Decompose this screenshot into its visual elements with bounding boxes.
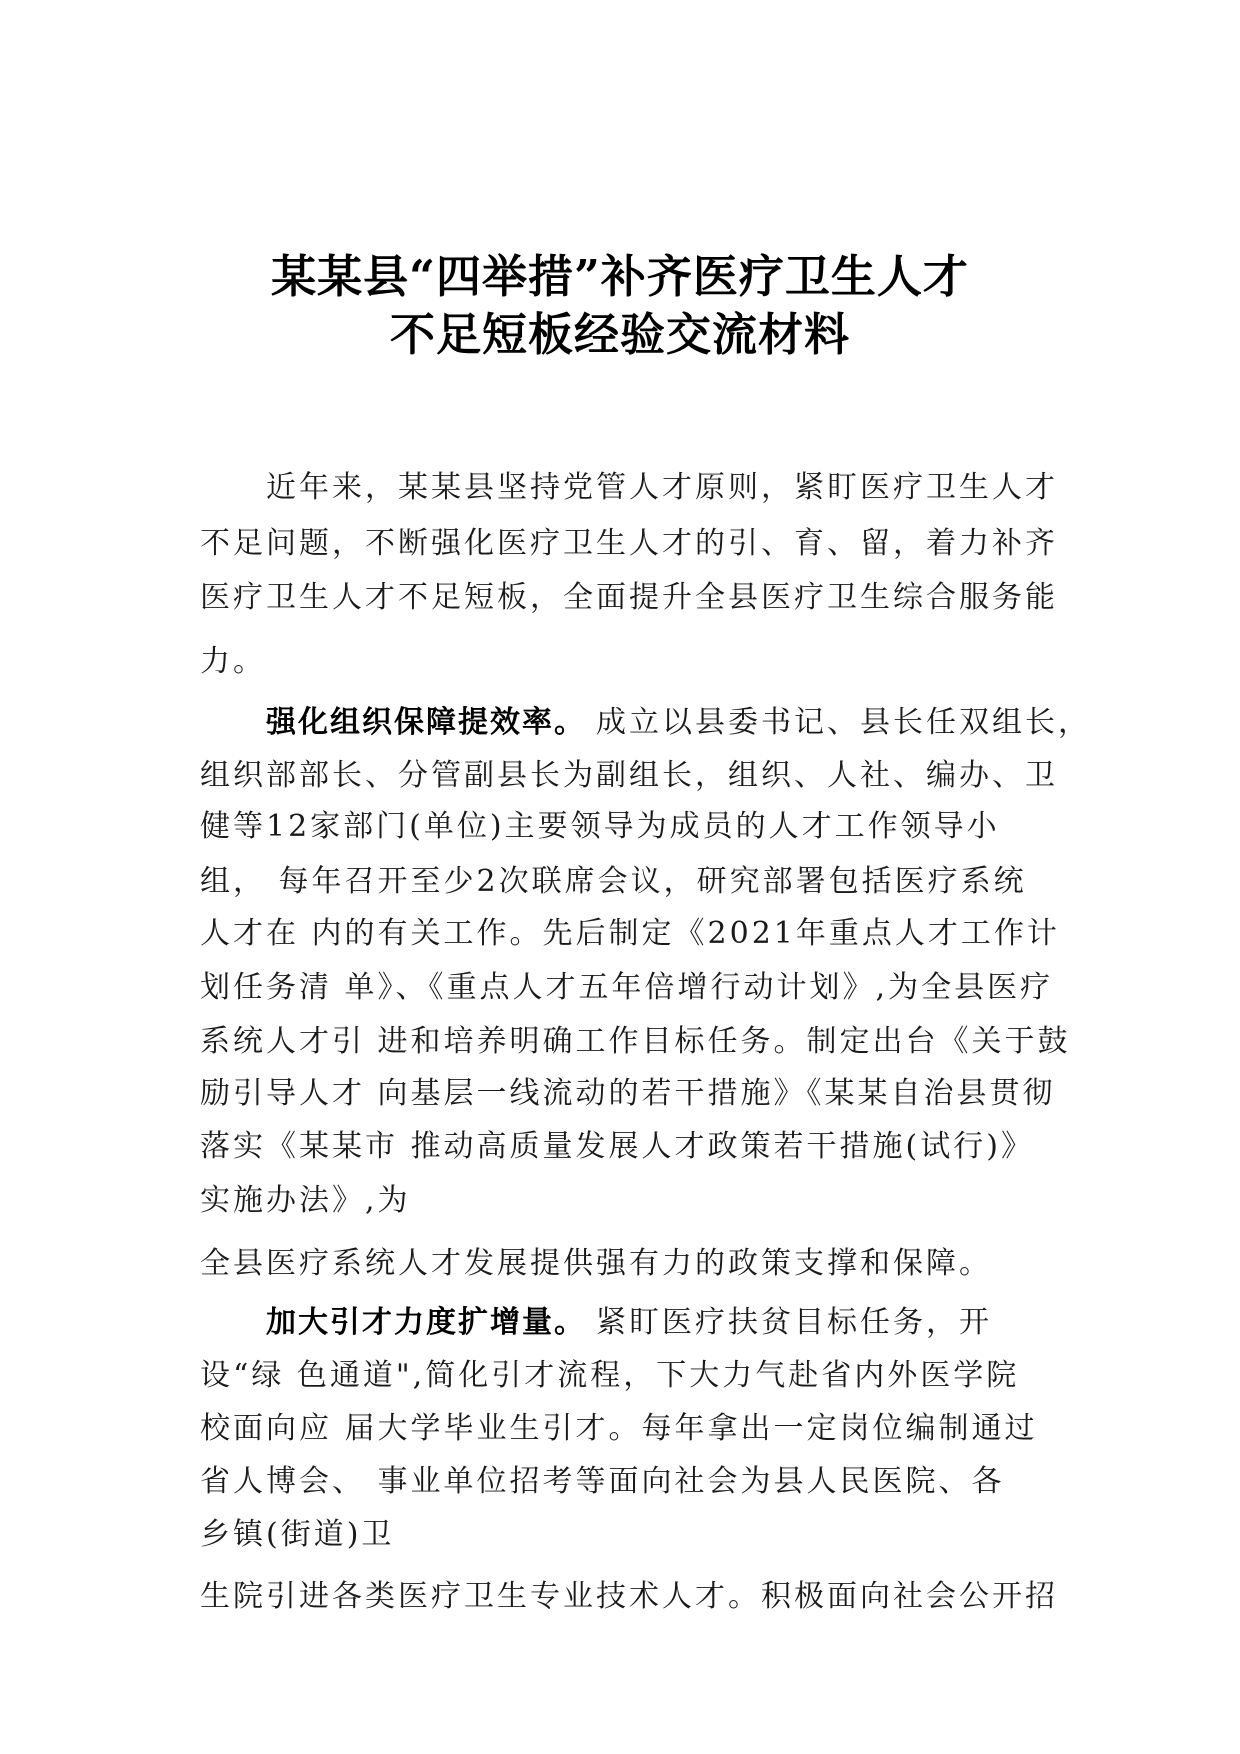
body-line: 成立以县委书记、县长任双组长， (596, 705, 1091, 740)
body-line: 力。 (200, 644, 266, 679)
body-line: 划任务清 单》、《重点人才五年倍增行动计划》,为全县医疗 (200, 970, 1054, 1005)
body-line: 医疗卫生人才不足短板，全面提升全县医疗卫生综合服务能 (200, 580, 1058, 615)
body-line: 近年来，某某县坚持党管人才原则，紧盯医疗卫生人才 (266, 470, 1058, 505)
body-line: 乡镇(街道)卫 (200, 1517, 395, 1552)
body-line: 紧盯医疗扶贫目标任务，开 (596, 1305, 992, 1340)
body-line: 全县医疗系统人才发展提供强有力的政策支撑和保障。 (200, 1246, 992, 1281)
section-heading: 强化组织保障提效率。 (266, 705, 586, 740)
body-line: 校面向应 届大学毕业生引才。每年拿出一定岗位编制通过 (200, 1411, 1038, 1446)
body-line: 不足问题，不断强化医疗卫生人才的引、育、留，着力补齐 (200, 526, 1058, 561)
body-line: 省人博会、 事业单位招考等面向社会为县人民医院、各 (200, 1464, 1005, 1499)
document-title-line-1: 某某县“四举措”补齐医疗卫生人才 (271, 250, 969, 303)
body-line: 设“绿 色通道",简化引才流程，下大力气赴省内外医学院 (200, 1358, 1020, 1393)
document-title-line-2: 不足短板经验交流材料 (389, 308, 850, 361)
section-heading: 加大引才力度扩增量。 (266, 1305, 586, 1340)
body-line: 生院引进各类医疗卫生专业技术人才。积极面向社会公开招 (200, 1579, 1058, 1614)
body-line: 组， 每年召开至少2次联席会议，研究部署包括医疗系统 (200, 864, 1027, 899)
body-line: 健等12家部门(单位)主要领导为成员的人才工作领导小 (200, 809, 1000, 844)
body-line: 落实《某某市 推动高质量发展人才政策若干措施(试行)》 (200, 1129, 1034, 1164)
body-line: 人才在 内的有关工作。先后制定《2021年重点人才工作计 (200, 916, 1060, 951)
body-line: 组织部部长、分管副县长为副组长，组织、人社、编办、卫 (200, 758, 1058, 793)
body-line: 励引导人才 向基层一线流动的若干措施》《某某自治县贯彻 (200, 1076, 1056, 1111)
body-line: 系统人才引 进和培养明确工作目标任务。制定出台《关于鼓 (200, 1024, 1071, 1059)
body-line: 实施办法》,为 (200, 1183, 411, 1218)
